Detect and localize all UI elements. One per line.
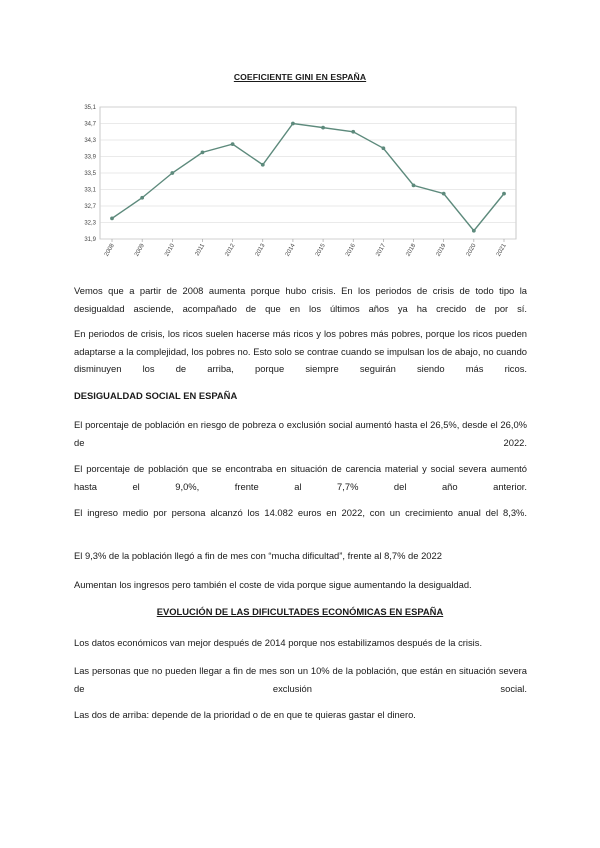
x-tick-label: 2008 xyxy=(103,243,116,258)
x-tick-label: 2016 xyxy=(345,243,357,258)
paragraph-personas-fin-de-mes: Las personas que no pueden llegar a fin de mes son un 10% de la población, que están en situación severa de exclusión social. xyxy=(74,665,527,694)
paragraph-crisis: Vemos que a partir de 2008 aumenta porque hubo crisis. En los periodos de crisis de todo tipo la desigualdad asciende, acompañado de que en los últimos años ya ha crecido de por sí. xyxy=(74,285,527,314)
y-tick-label: 32,3 xyxy=(84,220,96,227)
y-tick-label: 34,7 xyxy=(84,121,96,128)
gini-line-chart xyxy=(72,95,532,275)
x-tick-label: 2019 xyxy=(435,243,448,258)
chart-title: COEFICIENTE GINI EN ESPAÑA xyxy=(233,72,367,82)
paragraph-riesgo-pobreza: El porcentaje de población en riesgo de pobreza o exclusión social aumentó hasta el 26,5%, desde el 26,0% de 2022. xyxy=(74,419,527,448)
x-tick-label: 2021 xyxy=(495,243,508,258)
data-point xyxy=(231,142,235,146)
paragraph-carencia-material: El porcentaje de población que se encontraba en situación de carencia material y social severa aumentó hasta el 9,0%, frente al 7,7% del año anterior. xyxy=(74,463,527,492)
y-tick-label: 33,5 xyxy=(84,171,96,177)
y-tick-label: 34,3 xyxy=(84,138,96,144)
y-tick-label: 33,9 xyxy=(84,154,96,161)
paragraph-ingresos-coste: Aumentan los ingresos pero también el coste de vida porque sigue aumentando la desigualdad. xyxy=(74,579,472,590)
x-tick-label: 2015 xyxy=(314,242,327,258)
y-tick-label: 32,7 xyxy=(84,204,96,210)
data-point xyxy=(502,192,506,196)
x-tick-label: 2013 xyxy=(254,243,267,258)
paragraph-fin-de-mes: El 9,3% de la población llegó a fin de mes con “mucha dificultad”, frente al 8,7% de 2022 xyxy=(74,550,442,561)
data-point xyxy=(381,146,385,150)
x-tick-label: 2018 xyxy=(405,243,418,258)
y-tick-label: 33,1 xyxy=(84,187,96,194)
paragraph-datos-economicos: Los datos económicos van mejor después de 2014 porque nos estabilizamos después de la crisis. xyxy=(74,637,483,648)
data-point xyxy=(442,192,446,196)
y-tick-label: 31,9 xyxy=(84,237,96,243)
y-tick-label: 35,1 xyxy=(84,105,96,111)
data-point xyxy=(351,130,355,134)
x-tick-label: 2009 xyxy=(134,243,146,258)
x-tick-label: 2012 xyxy=(224,243,237,258)
heading-desigualdad: DESIGUALDAD SOCIAL EN ESPAÑA xyxy=(74,390,238,401)
x-tick-label: 2017 xyxy=(375,243,388,258)
paragraph-ricos: En periodos de crisis, los ricos suelen hacerse más ricos y los pobres más pobres, porque los ricos pueden adaptarse a la complejidad, los pobres no. Esto solo se contrae cuando se impulsan los de abajo, no cuando disminuyen los de arriba, porque siempre seguirán siendo más ricos. xyxy=(74,328,527,375)
data-point xyxy=(201,150,205,154)
data-point xyxy=(291,122,295,126)
data-point xyxy=(170,171,174,175)
data-point xyxy=(321,126,325,130)
x-tick-label: 2011 xyxy=(194,243,207,258)
x-tick-label: 2014 xyxy=(284,243,297,258)
heading-evolucion: EVOLUCIÓN DE LAS DIFICULTADES ECONÓMICAS EN ESPAÑA xyxy=(156,606,444,617)
x-tick-label: 2020 xyxy=(465,243,478,258)
data-point xyxy=(140,196,144,200)
paragraph-ingreso-medio: El ingreso medio por persona alcanzó los 14.082 euros en 2022, con un crecimiento anual del 8,3%. xyxy=(74,507,527,518)
data-point xyxy=(110,216,114,220)
data-point xyxy=(472,229,476,233)
paragraph-dos-de-arriba: Las dos de arriba: depende de la prioridad o de en que te quieras gastar el dinero. xyxy=(74,709,416,720)
x-tick-label: 2010 xyxy=(164,243,177,258)
data-point xyxy=(412,183,416,187)
data-point xyxy=(261,163,265,167)
